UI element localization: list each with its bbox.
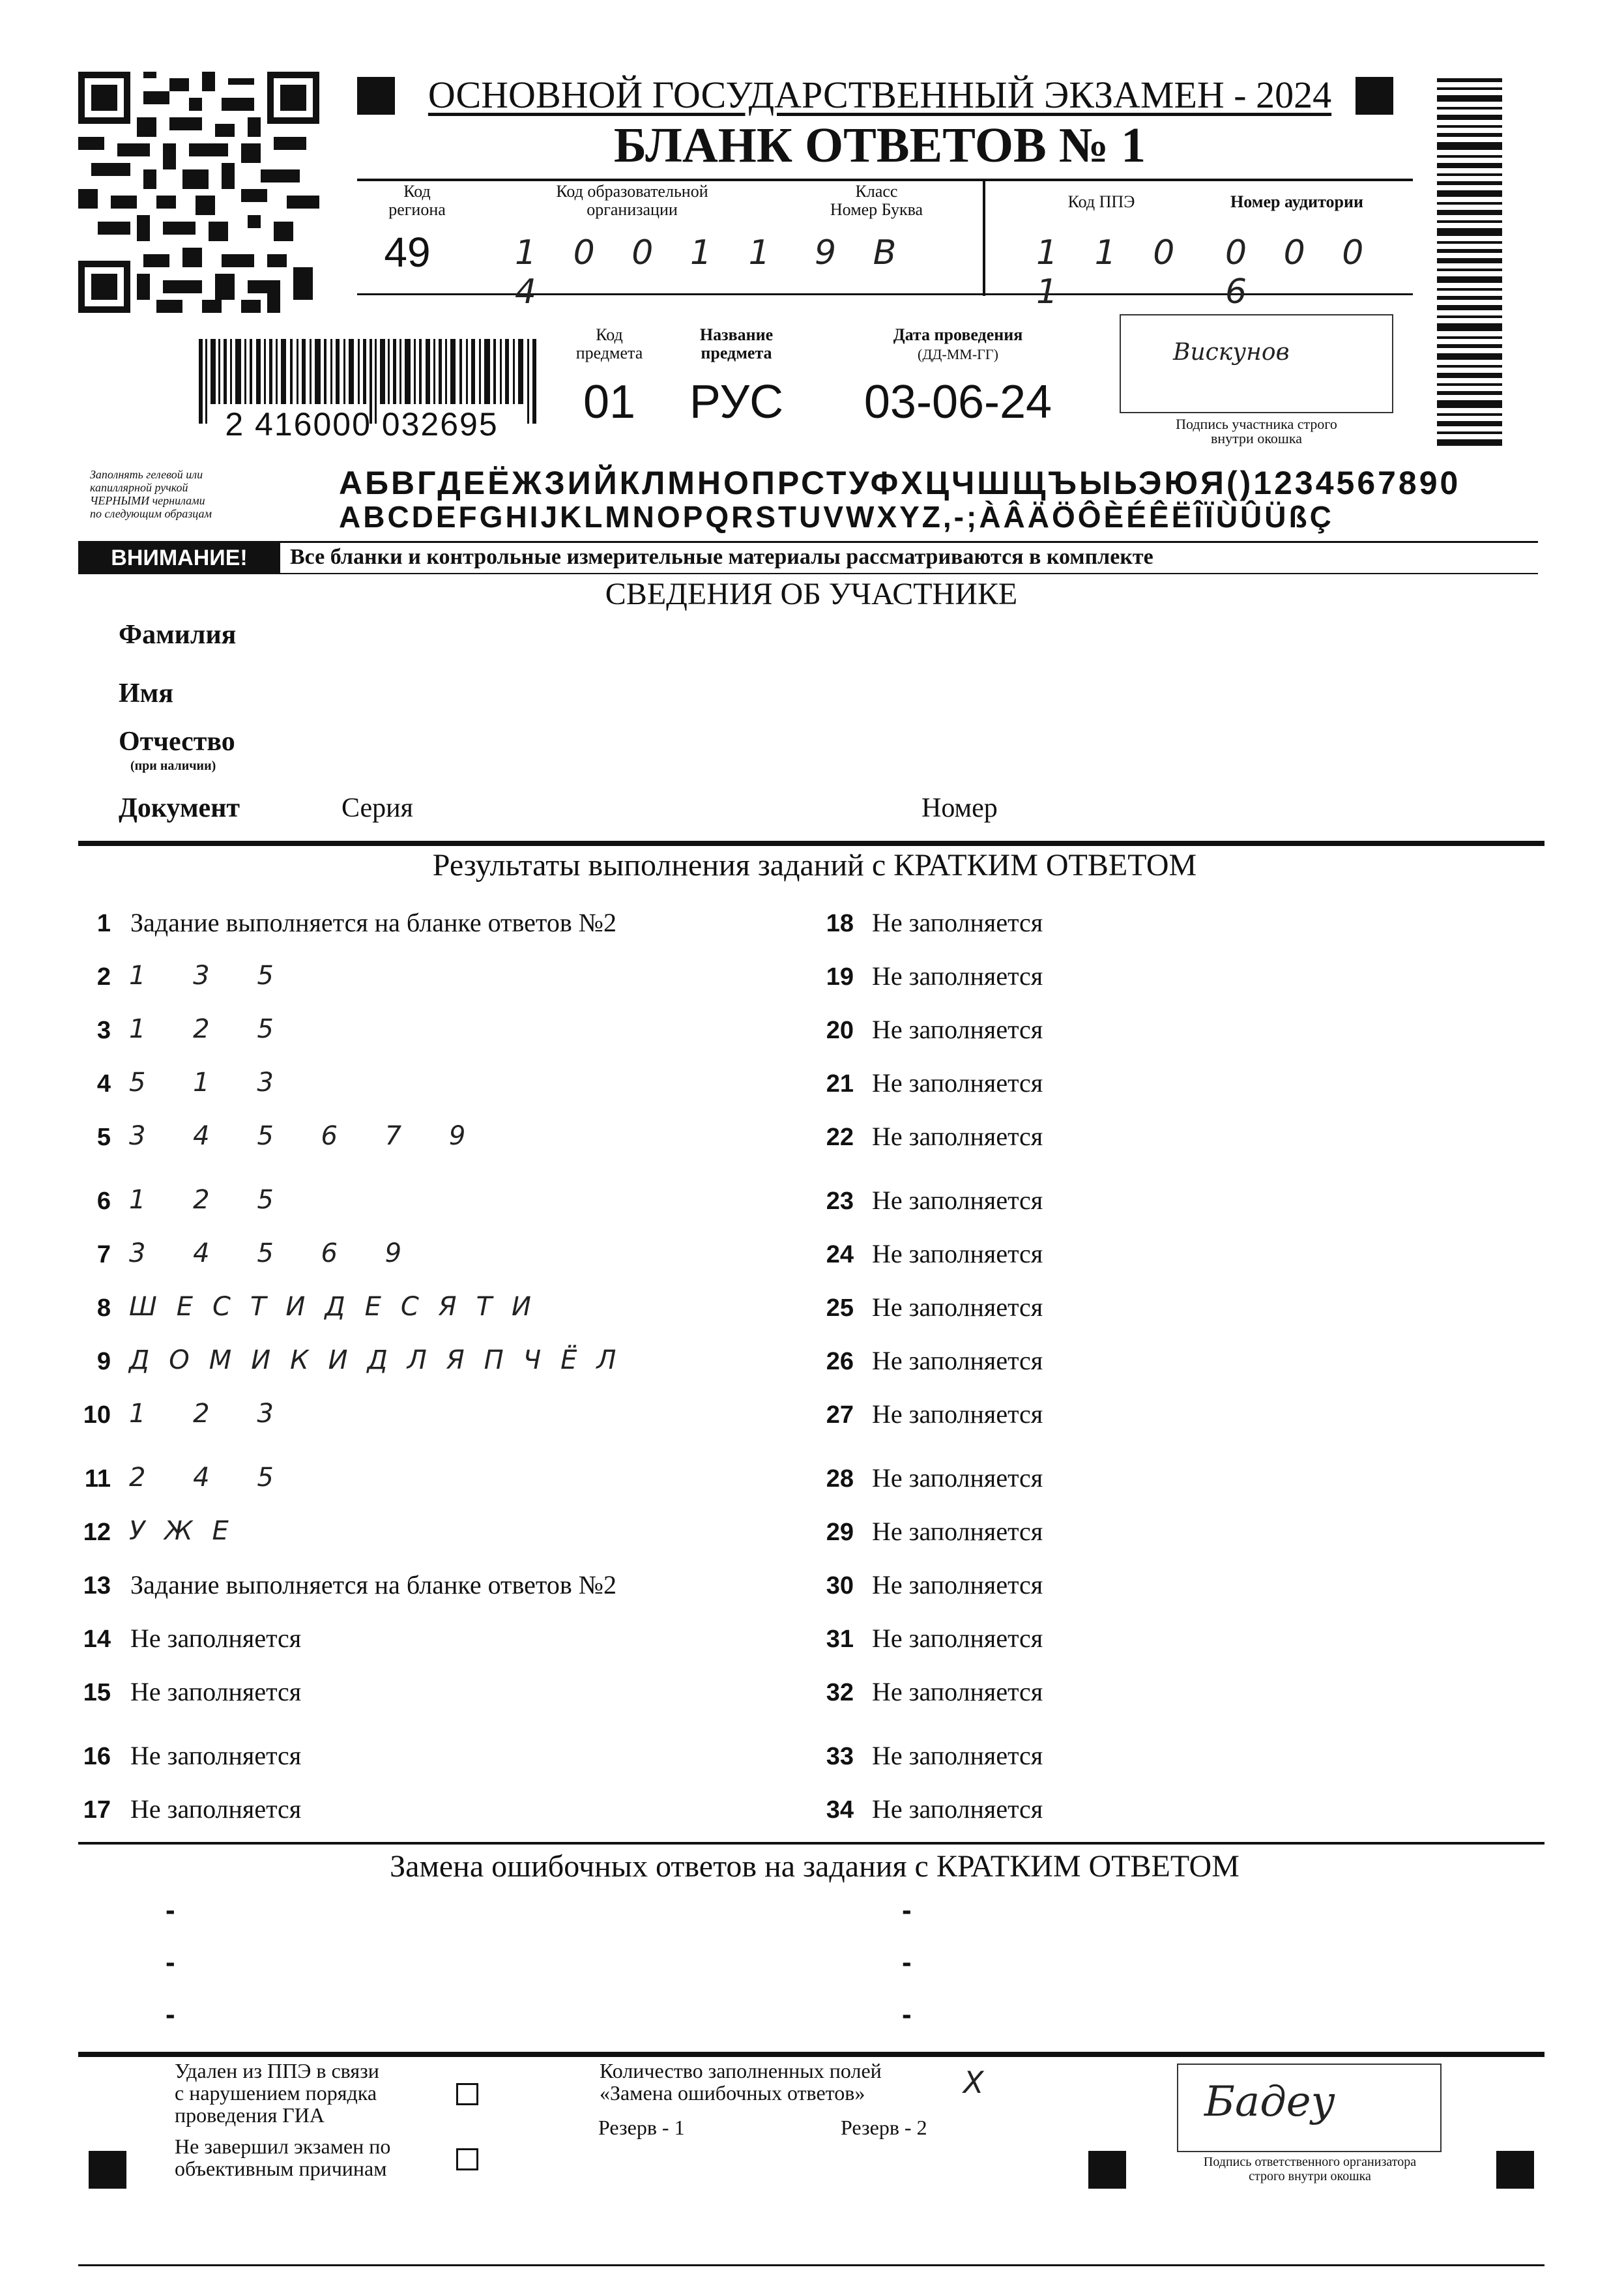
replacement-task-field: - bbox=[166, 1946, 175, 1978]
task-number: 8 bbox=[96, 1294, 111, 1322]
form-title: БЛАНК ОТВЕТОВ № 1 bbox=[613, 118, 1146, 173]
reserve-1: Резерв - 1 bbox=[598, 2116, 685, 2139]
attention-badge: ВНИМАНИЕ! bbox=[78, 543, 280, 573]
task-answer-handwritten: ДОМИКИДЛЯПЧЁЛ bbox=[129, 1345, 636, 1375]
document-label: Документ bbox=[119, 793, 240, 823]
task-number: 34 bbox=[826, 1796, 854, 1824]
results-section-title: Результаты выполнения заданий с КРАТКИМ ОТВЕТОМ bbox=[432, 848, 1197, 883]
replacement-task-field: - bbox=[902, 1998, 912, 2030]
organizer-signature-box bbox=[1177, 2064, 1442, 2152]
task-number: 9 bbox=[96, 1348, 111, 1375]
task-number: 2 bbox=[96, 963, 111, 991]
name-label: Имя bbox=[119, 679, 173, 708]
task-answer-text: Не заполняется bbox=[130, 1794, 302, 1824]
task-number: 20 bbox=[826, 1017, 854, 1044]
task-number: 32 bbox=[826, 1679, 854, 1706]
task-number: 26 bbox=[826, 1348, 854, 1375]
alignment-marker bbox=[1356, 77, 1393, 115]
subject-name: РУС bbox=[689, 376, 784, 428]
region-code: 49 bbox=[384, 229, 431, 276]
replacement-task-field: - bbox=[902, 1946, 912, 1978]
sample-row-1: АБВГДЕЁЖЗИЙКЛМНОПРСТУФХЦЧШЩЪЫЬЭЮЯ()1234567890 bbox=[339, 465, 1461, 501]
task-answer-handwritten: 1 2 3 bbox=[129, 1399, 293, 1429]
task-answer-text: Не заполняется bbox=[872, 1068, 1043, 1098]
task-answer-text: Не заполняется bbox=[872, 1186, 1043, 1215]
not-finished-label: Не завершил экзамен по объективным причинам bbox=[175, 2135, 391, 2180]
subject-code: 01 bbox=[583, 376, 636, 428]
task-answer-text: Не заполняется bbox=[872, 1463, 1043, 1493]
task-answer-text: Не заполняется bbox=[872, 1015, 1043, 1044]
task-number: 31 bbox=[826, 1626, 854, 1653]
task-number: 29 bbox=[826, 1519, 854, 1546]
task-number: 10 bbox=[83, 1401, 111, 1429]
exam-title: ОСНОВНОЙ ГОСУДАРСТВЕННЫЙ ЭКЗАМЕН - 2024 bbox=[428, 74, 1332, 116]
task-answer-text: Не заполняется bbox=[872, 1794, 1043, 1824]
alignment-marker bbox=[89, 2151, 126, 2189]
alignment-marker bbox=[357, 77, 395, 115]
task-number: 12 bbox=[83, 1519, 111, 1546]
task-number: 13 bbox=[83, 1572, 111, 1599]
series-label: Серия bbox=[341, 793, 413, 823]
subject-name-label: Название предмета bbox=[699, 325, 774, 362]
exam-date: 03-06-24 bbox=[863, 376, 1052, 428]
task-answer-text: Не заполняется bbox=[872, 1399, 1043, 1429]
task-number: 21 bbox=[826, 1070, 854, 1098]
task-number: 11 bbox=[84, 1465, 111, 1493]
task-number: 28 bbox=[826, 1465, 854, 1493]
task-number: 5 bbox=[96, 1124, 111, 1151]
task-answer-text: Не заполняется bbox=[872, 1570, 1043, 1599]
task-answer-text: Не заполняется bbox=[872, 1677, 1043, 1706]
task-answer-handwritten: 3 4 5 6 7 9 bbox=[129, 1121, 486, 1151]
task-number: 33 bbox=[826, 1743, 854, 1770]
task-answer-text: Не заполняется bbox=[872, 1346, 1043, 1375]
date-format: (ДД-ММ-ГГ) bbox=[918, 346, 998, 362]
signature-caption: Подпись участника строго внутри окошка bbox=[1176, 416, 1337, 446]
patronymic-note: (при наличии) bbox=[130, 759, 216, 773]
task-number: 30 bbox=[826, 1572, 854, 1599]
alignment-marker bbox=[1088, 2151, 1126, 2189]
replacement-task-field: - bbox=[166, 1894, 175, 1926]
reserve-2: Резерв - 2 bbox=[841, 2116, 927, 2139]
task-answer-text: Не заполняется bbox=[872, 1624, 1043, 1653]
date-label: Дата проведения bbox=[893, 325, 1023, 344]
task-answer-text: Не заполняется bbox=[130, 1677, 302, 1706]
task-number: 15 bbox=[83, 1679, 111, 1706]
task-answer-text: Не заполняется bbox=[872, 1292, 1043, 1322]
task-answer-text: Не заполняется bbox=[872, 908, 1043, 937]
task-answer-text: Не заполняется bbox=[130, 1741, 302, 1770]
side-barcode bbox=[1437, 78, 1502, 450]
sample-instruction: Заполнять гелевой или капиллярной ручкой ЧЕРНЫМИ чернилами по следующим образцам bbox=[90, 468, 212, 520]
task-answer-handwritten: 1 3 5 bbox=[129, 961, 293, 991]
task-number: 14 bbox=[83, 1626, 111, 1653]
task-number: 27 bbox=[826, 1401, 854, 1429]
replacement-count-value: X bbox=[963, 2065, 984, 2100]
ppe-code: 1 1 0 1 bbox=[1036, 233, 1188, 312]
task-number: 3 bbox=[96, 1017, 111, 1044]
organizer-caption: Подпись ответственного организатора строго внутри окошка bbox=[1203, 2155, 1417, 2183]
task-answer-text: Задание выполняется на бланке ответов №2 bbox=[130, 908, 616, 937]
participant-signature-box bbox=[1120, 314, 1393, 413]
barcode-number: 2 416000 032695 bbox=[225, 406, 499, 443]
task-number: 7 bbox=[96, 1241, 111, 1268]
task-answer-handwritten: УЖЕ bbox=[129, 1516, 248, 1546]
task-answer-text: Не заполняется bbox=[872, 1517, 1043, 1546]
task-number: 6 bbox=[96, 1188, 111, 1215]
task-number: 17 bbox=[83, 1796, 111, 1824]
task-number: 24 bbox=[826, 1241, 854, 1268]
task-number: 18 bbox=[826, 910, 854, 937]
alignment-marker bbox=[1496, 2151, 1534, 2189]
org-code: 1 0 0 1 1 4 bbox=[515, 233, 783, 312]
auditorium-number: 0 0 0 6 bbox=[1225, 233, 1377, 312]
task-number: 16 bbox=[83, 1743, 111, 1770]
qr-code bbox=[78, 72, 319, 313]
task-answer-handwritten: 3 4 5 6 9 bbox=[129, 1238, 422, 1268]
surname-label: Фамилия bbox=[119, 620, 237, 650]
task-number: 1 bbox=[96, 910, 111, 937]
task-answer-text: Не заполняется bbox=[872, 1122, 1043, 1151]
task-answer-handwritten: 5 1 3 bbox=[129, 1068, 293, 1098]
replacement-count-label: Количество заполненных полей «Замена ошибочных ответов» bbox=[600, 2059, 882, 2105]
task-number: 25 bbox=[826, 1294, 854, 1322]
auditorium-label: Номер аудитории bbox=[1230, 192, 1363, 211]
task-number: 23 bbox=[826, 1188, 854, 1215]
task-answer-handwritten: ШЕСТИДЕСЯТИ bbox=[129, 1292, 551, 1322]
subject-code-label: Код предмета bbox=[575, 325, 643, 362]
patronymic-label: Отчество bbox=[119, 727, 235, 757]
replacement-task-field: - bbox=[166, 1998, 175, 2030]
replacement-section-title: Замена ошибочных ответов на задания с КРАТКИМ ОТВЕТОМ bbox=[390, 1849, 1240, 1884]
task-answer-handwritten: 1 2 5 bbox=[129, 1185, 293, 1215]
task-answer-text: Не заполняется bbox=[872, 961, 1043, 991]
task-answer-text: Не заполняется bbox=[872, 1741, 1043, 1770]
region-code-label: Код региона bbox=[388, 182, 446, 219]
sample-row-2: ABCDEFGHIJKLMNOPQRSTUVWXYZ,-;ÀÂÄÖÔÈÉÊËÎÏÙÛÜßÇ bbox=[339, 500, 1334, 534]
ppe-code-label: Код ППЭ bbox=[1067, 192, 1135, 211]
task-answer-text: Не заполняется bbox=[130, 1624, 302, 1653]
org-code-label: Код образовательной организации bbox=[556, 182, 708, 219]
removed-checkbox[interactable] bbox=[456, 2083, 478, 2105]
task-number: 22 bbox=[826, 1124, 854, 1151]
organizer-signature: Бадеу bbox=[1204, 2078, 1335, 2126]
task-number: 4 bbox=[96, 1070, 111, 1098]
task-number: 19 bbox=[826, 963, 854, 991]
task-answer-handwritten: 2 4 5 bbox=[129, 1463, 293, 1493]
class-label: Класс Номер Буква bbox=[830, 182, 923, 219]
participant-section-title: СВЕДЕНИЯ ОБ УЧАСТНИКЕ bbox=[605, 577, 1018, 611]
number-label: Номер bbox=[921, 793, 998, 823]
participant-signature: Вискунов bbox=[1173, 339, 1290, 366]
task-answer-text: Задание выполняется на бланке ответов №2 bbox=[130, 1570, 616, 1599]
attention-text: Все бланки и контрольные измерительные материалы рассматриваются в комплекте bbox=[290, 545, 1153, 569]
class-value: 9 В bbox=[815, 233, 910, 272]
task-answer-handwritten: 1 2 5 bbox=[129, 1014, 293, 1044]
removed-label: Удален из ППЭ в связи с нарушением порядка проведения ГИА bbox=[175, 2059, 379, 2127]
task-answer-text: Не заполняется bbox=[872, 1239, 1043, 1268]
not-finished-checkbox[interactable] bbox=[456, 2148, 478, 2170]
replacement-task-field: - bbox=[902, 1894, 912, 1926]
